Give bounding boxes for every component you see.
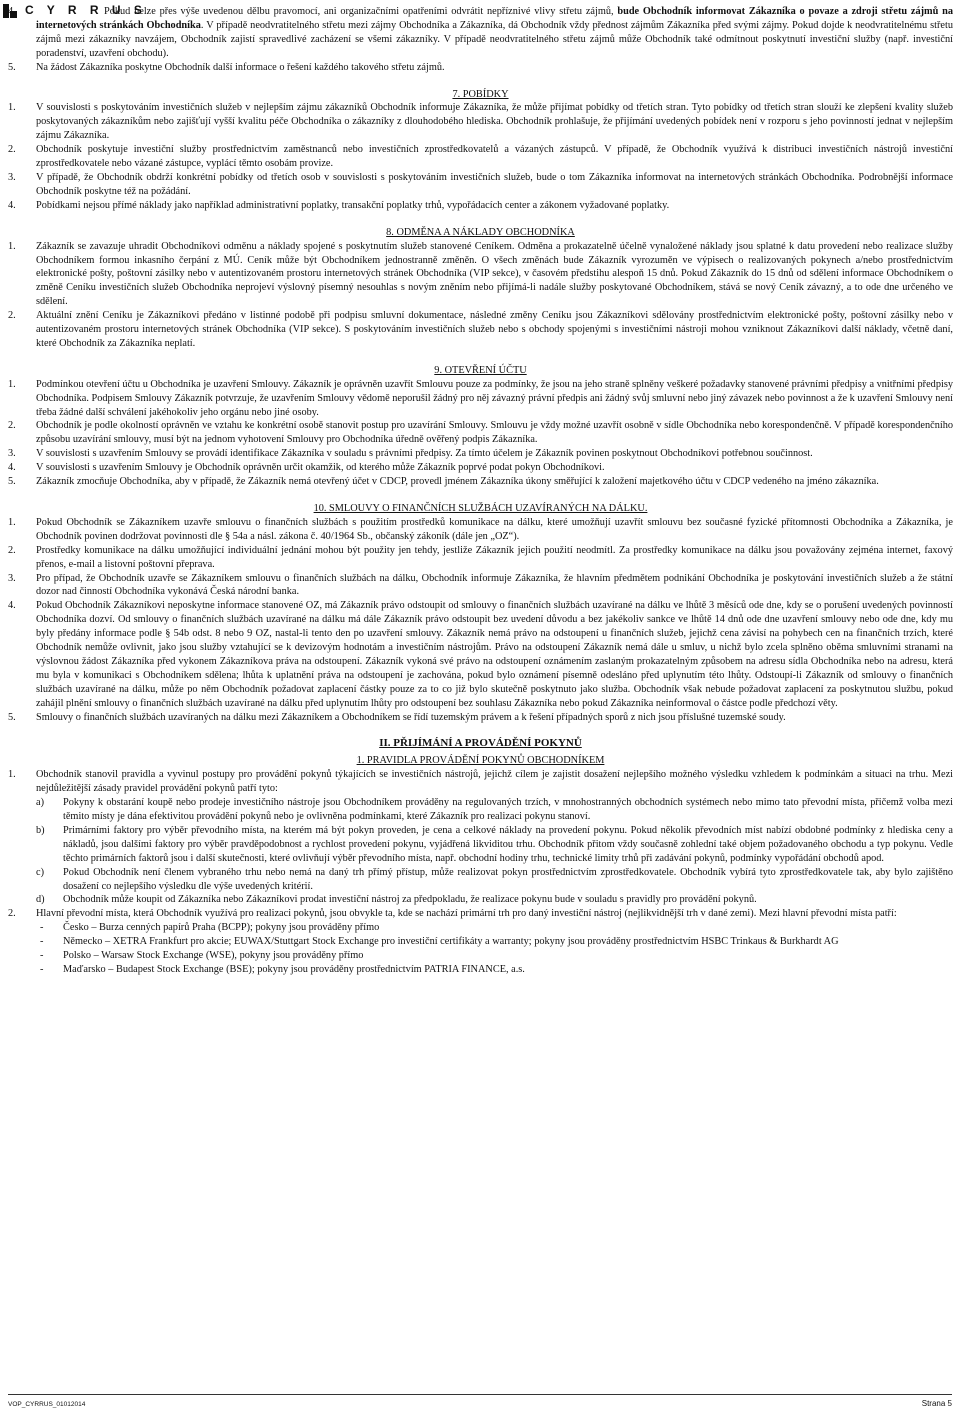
list-item: 2. Hlavní převodní místa, která Obchodník využívá pro realizaci pokynů, jsou obvykle ta, kde se nachází primární trh pro daný investiční nástroj (nejlikvidnější trh v dané zemi). Mezi hlavní převodní místa patří: [8,908,897,920]
section-9-title: 9. OTEVŘENÍ ÚČTU [434,364,527,376]
list-item: 2. Prostředky komunikace na dálku umožňující individuální jednání mohou být použity jen tehdy, jestliže Zákazník jejich použití neodmítl. Za prostředky komunikace na dálku jsou považovány zejména internet, faxový přenos, e-mail a listovní poštovní přeprava. [8,544,953,570]
section-9-list [8,378,953,489]
list-item: 3. Pro případ, že Obchodník uzavře se Zákazníkem smlouvu o finančních službách na dálku, Obchodník informuje Zákazníka, že hlavním předmětem podnikání Obchodníka je poskytování investičních služeb a že státní dozor nad činností Obchodníka vykonává Česká národní banka. [8,572,953,598]
item-number: 5. [8,61,16,73]
list-item: 4. V souvislosti s uzavřením Smlouvy je Obchodník oprávněn určit okamžik, od kterého může Zákazník poprvé podat pokyn Obchodníkovi. [8,462,605,474]
list-item: 2. Obchodník poskytuje investiční služby prostřednictvím zaměstnanců nebo investičních zprostředkovatelů a vázaných zástupců. V případě, že Obchodník využívá k distribuci investičních nástrojů investiční zprostředkovatele nebo vázané zástupce, vyplácí těmto osobám provize. [8,144,953,170]
section-10-list [8,516,953,725]
part-2-section-1-title: 1. PRAVIDLA PROVÁDĚNÍ POKYNŮ OBCHODNÍKEM [356,755,605,767]
list-item: 4. Pobídkami nejsou přímé náklady jako například administrativní poplatky, transakční poplatky trhů, vypořádacích center a zákonem vyžadované poplatky. [8,199,670,211]
list-item: 5. Zákazník zmocňuje Obchodníka, aby v případě, že Zákazník nemá otevřený účet v CDCP, provedl jménem Zákazníka úkony směřující k založení majetkového účtu v CDCP vedeného na jméno zákazníka. [8,476,879,488]
sub-item: a) Pokyny k obstarání koupě nebo prodeje investičního nástroje jsou Obchodníkem prováděny na regulovaných trzích, v mnohostranných obchodních systémech nebo mimo tato převodní místa, přičemž volba mezi těmito místy je dána efektivitou provádění pokynů nebo je ovlivněna podmínkami, které Zákazník pro realizaci pokynu stanoví. [36,797,953,823]
dash-item: - Německo – XETRA Frankfurt pro akcie; EUWAX/Stuttgart Stock Exchange pro investiční certifikáty a warranty; pokyny jsou prováděny prostřednictvím HSBC Trinkaus & Burkhardt AG [40,936,839,948]
page-footer [8,1394,952,1409]
item-number: 4. [8,6,16,17]
sub-item: b) Primárními faktory pro výběr převodního místa, na kterém má být pokyn proveden, je cena a celkové náklady na provedení pokynu. Pokud několik převodních míst nabízí obdobné podmínky z hlediska ceny a nákladů, jsou dalšími faktory pro výběr pravděpodobnost a rychlost provedení pokynu, vyjádřená likviditou trhu. Obchodník přitom vždy současně zohlední také objem požadovaného obchodu a typ pokynu. Vedle těchto primárních faktorů jsou i další skutečnosti, které ovlivňují výběr převodního místa, např. obchodní hodiny trhu, technické limity trhů při zadávání pokynů, podmínky vypořádání obchodů apod. [36,824,953,864]
section-7-list [8,101,953,212]
list-item: 2. Aktuální znění Ceníku je Zákazníkovi předáno v listinné podobě při podpisu smluvní dokumentace, následné změny Ceníku jsou Zákazníkovi sdělovány prostřednictvím elektronické pošty, poštovní zásilky nebo v autentizovaném prostoru internetových stránek Obchodníka (VIP sekce). S poskytováním investičních služeb nebo s obchody spojenými s investičními nástroji mohou vzniknout Zákazníkovi další náklady, včetně daní, které Obchodník za Zákazníka neplatí. [8,310,953,349]
list-item: 1. V souvislosti s poskytováním investičních služeb v nejlepším zájmu zákazníků Obchodník informuje Zákazníka, že může přijímat pobídky od třetích stran. Tyto pobídky od třetích stran slouží ke zlepšení kvality služeb poskytovaných zákazníkům nebo zajišťují vyšší kvalitu péče Obchodníka o zákazníky z dlouhodobého hlediska. Obchodník prohlašuje, že přijímání uvedených pobídek není v rozporu s jeho povinností jednat v nejlepším zájmu Zákazníka. [8,102,953,142]
part-2-title: II. PŘIJÍMÁNÍ A PROVÁDĚNÍ POKYNŮ [379,736,582,749]
list-item: 3. V souvislosti s uzavřením Smlouvy se provádí identifikace Zákazníka v souladu s právními předpisy. Za tímto účelem je Zákazník povinen poskytnout Obchodníkovi potřebnou součinnost. [8,448,813,460]
page-number: Strana 5 [921,1399,952,1408]
section-8-list [8,240,953,351]
list-item: 4. Pokud Obchodník Zákazníkovi neposkytne informace stanovené OZ, má Zákazník právo odstoupit od smlouvy o finančních službách uzavírané na dálku ve lhůtě 3 měsíců ode dne, kdy se o porušení uvedených povinností Obchodníka dozví. Od smlouvy o finančních službách uzavírané na dálku má dále Zákazník právo odstoupit bez uvedení důvodu a bez jakékoliv sankce ve lhůtě 14 dnů ode dne uzavření smlouvy nebo ode dne, kdy mu byly předány informace podle § 54b odst. 8 nebo 9 OZ, nastal-li tento den po uzavření smlouvy. Zákazník nemá právo na odstoupení u finančních služeb, jejichž cena závisí na pohybech cen na finančních trzích, které Obchodník nemůže ovlivnit, jako jsou služby vztahující se k devizovým hodnotám a investičním nástrojům. Právo na odstoupení Zákazník nemá dále u smluv, u nichž bylo zcela splněno oběma smluvními stranami na výslovnou žádost Zákazníka před vykonem Zákazníkova práva na odstoupení. Zákazník vykoná své právo na odstoupení oznámením zaslaným prokazatelným způsobem na adresu sídla Obchodníka nebo na adresu, která mu byla v komunikaci s Obchodníkem sdělena; lhůta k uplatnění práva na odstoupení je zachována, pokud bylo oznámení písemně odesláno před uplynutím této lhůty. Odstoupí-li Zákazník od smlouvy o finančních službách uzavírané na dálku, může po něm Obchodník požadovat zaplacení částky pouze za to co již bylo skutečně poskytnuto jako služba. Obchodník však nebude požadovat zaplacení za poskytnutou službu, pokud zahájil plnění smlouvy o finančních službách uzavírané na dálku před uplynutím lhůty pro odstoupení bez souhlasu Zákazníka nebo pokud Zákazníka neinformoval o částce podle předchozí věty. [8,600,953,709]
dash-item: - Polsko – Warsaw Stock Exchange (WSE), pokyny jsou prováděny přímo [40,950,364,962]
list-item: 2. Obchodník je podle okolností oprávněn ve vztahu ke konkrétní osobě stanovit postup pro uzavírání Smlouvy. Smlouvu je vždy možné uzavřít osobně v sídle Obchodníka nebo korespondenčně. V případě korespondenčního způsobu uzavírání smlouvy, musí být na jednom vyhotovení Smlouvy pro Obchodníka úředně ověřený podpis Zákazníka. [8,420,953,446]
document-content [8,5,953,977]
list-item: 1. Zákazník se zavazuje uhradit Obchodníkovi odměnu a náklady spojené s poskytnutím služeb stanovené Ceníkem. Odměna a prokazatelně účelně vynaložené náklady jsou splatné k datu provedení nebo realizace služby Obchodníkem formou inkasního čerpání z MÚ. Ceník může být Obchodníkem jednostranně změněn. O všech změnách bude Zákazník vyrozuměn ve výpisech o realizovaných pokynech a/nebo prostřednictvím elektronické pošty, poštovní zásilky nebo v autentizovaném prostoru internetových stránek Obchodníka (VIP sekce), v časovém předstihu alespoň 15 dnů. Pokud Zákazník do 15 dnů od sdělení informace Obchodníkem o změně Ceníku investičních služeb Obchodníka neprojeví výslovný písemný nesouhlas s novým zněním nebo přijímá-li nadále služby poskytované Obchodníkem, stává se nový Ceník závazný, a to ode dne určeného ve sdělení. [8,240,953,308]
list-item: 1. Podmínkou otevření účtu u Obchodníka je uzavření Smlouvy. Zákazník je oprávněn uzavřít Smlouvu pouze za podmínky, že jsou na jeho straně splněny veškeré požadavky stanovené právními předpisy a vnitřními předpisy Obchodníka. Podpisem Smlouvy Zákazník potvrzuje, že uzavřením Smlouvy vědomě neporušil žádný pro něj závazný právní předpis ani žádný svůj smluvní nebo jiný závazek nebo povinnost a že k uzavření Smlouvy není třeba žádné další schválení jakéhokoliv jeho orgánu nebo jiné osoby. [8,378,953,418]
section-10-title: 10. SMLOUVY O FINANČNÍCH SLUŽBÁCH UZAVÍRANÝCH NA DÁLKU. [313,503,648,514]
top-item-4 [8,5,953,61]
list-item: 5. Smlouvy o finančních službách uzavíraných na dálku mezi Zákazníkem a Obchodníkem se řídí tuzemským právem a k řešení případných sporů z nich jsou příslušné tuzemské soudy. [8,711,786,723]
list-item: 1. Pokud Obchodník se Zákazníkem uzavře smlouvu o finančních službách s použitím prostředků komunikace na dálku, které umožňují uzavřít smlouvu bez současné fyzické přítomnosti Obchodníka a Zákazníka, je Obchodník povinen dodržovat povinnosti dle § 54a a násl. zákona č. 40/1964 Sb., občanský zákoník (dále jen „OZ“). [8,516,953,542]
list-item: 3. V případě, že Obchodník obdrží konkrétní pobídky od třetích osob v souvislosti s poskytováním investičních služeb, bude o tom Zákazníka informovat na internetových stránkách Obchodníka. Podrobnější informace Obchodník poskytne též na požádání. [8,171,953,197]
section-8-title: 8. ODMĚNA A NÁKLADY OBCHODNÍKA [386,226,575,238]
dash-item: - Česko – Burza cenných papírů Praha (BCPP); pokyny jsou prováděny přímo [40,922,380,934]
dash-item: - Maďarsko – Budapest Stock Exchange (BSE); pokyny jsou prováděny prostřednictvím PATRIA FINANCE, a.s. [40,964,525,975]
sub-item: d) Obchodník může koupit od Zákazníka nebo Zákazníkovi prodat investiční nástroj za předpokladu, že realizace pokynu bude v souladu s pravidly pro provádění pokynů. [36,894,757,906]
top-item-5 [8,61,953,75]
logo-text: C Y R R U S [25,3,147,18]
section-7-title: 7. POBÍDKY [452,88,509,100]
sub-item: c) Pokud Obchodník není členem vybraného trhu nebo nemá na daný trh přímý přístup, může realizovat pokyn prostřednictvím zprostředkovatele. Obchodník vybírá tyto zprostředkovatele tak, aby bylo zajištěno dosažení co nejlepšího výsledku dle výše uvedených kritérií. [36,866,953,892]
item-text: Na žádost Zákazníka poskytne Obchodník další informace o řešení každého takového střetu zájmů. [36,61,445,73]
document-code: VOP_CYRRUS_01012014 [8,1401,86,1408]
item-text: Pokud nelze přes výše uvedenou dělbu pravomocí, ani organizačními opatřeními odvrátit nepříznivé vlivy střetu zájmů, bude Obchodník informovat Zákazníka o povaze a zdroji střetu zájmů na internetových stránkách Obchodníka. V případě neodvratitelného střetu mezi zájmy Obchodníka a Zákazníka, dá Obchodník vždy přednost zájmům Zákazníka před svými zájmy. Pokud dojde k neodvratitelnému střetu zájmů mezi zákazníky navzájem, Obchodník zajistí spravedlivé zacházení se všemi zákazníky. V případě neodvratitelného střetu zájmů může Obchodník také odmítnout poskytnutí investiční služby (např. investiční poradenství, uzavření obchodu). [36,6,953,59]
list-item: 1. Obchodník stanovil pravidla a vyvinul postupy pro provádění pokynů týkajících se investičních nástrojů, jejichž cílem je zajistit dosažení nejlepšího možného výsledku vzhledem k podmínkám a situaci na trhu. Mezi nejdůležitější zásady pravidel provádění pokynů patří tyto: [8,769,953,795]
